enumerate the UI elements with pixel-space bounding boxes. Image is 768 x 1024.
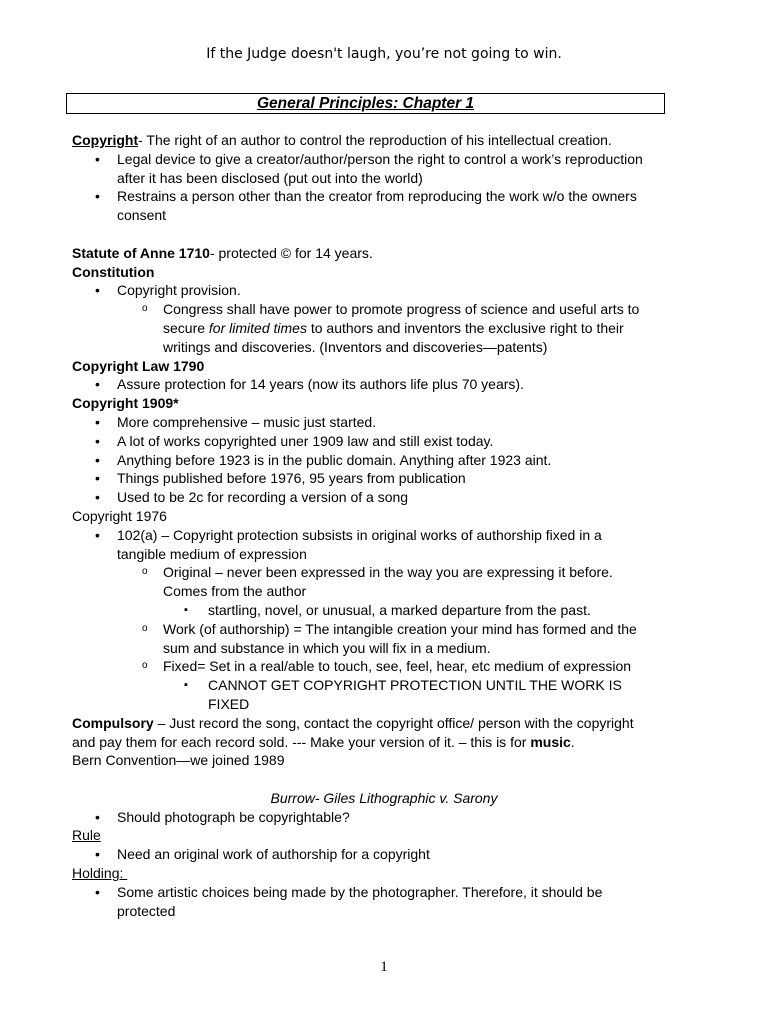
compulsory-line-1: Compulsory – Just record the song, contact the copyright office/ person with the copyright [72,714,634,731]
bern-convention: Bern Convention—we joined 1989 [72,752,285,769]
compulsory-line-2: and pay them for each record sold. --- Make your version of it. – this is for music. [72,733,575,750]
law-1790-heading: Copyright Law 1790 [72,357,205,374]
list-item: • Should photograph be copyrightable? [72,808,696,827]
constitution-heading: Constitution [72,263,155,280]
law-1909-heading: Copyright 1909* [72,395,179,412]
holding-label: Holding: [72,865,128,882]
list-item-continued: consent [117,207,167,224]
sub-list-item-continued: sum and substance in which you will fix in a medium. [163,639,491,656]
list-item: • Used to be 2c for recording a version of a song [72,488,696,507]
list-item: • Some artistic choices being made by the photographer. Therefore, it should be [72,883,696,902]
list-item-continued: after it has been disclosed (put out into the world) [117,169,423,186]
list-item: • More comprehensive – music just started. [72,413,696,432]
list-item: • A lot of works copyrighted uner 1909 law and still exist today. [72,432,696,451]
copyright-definition: Copyright- The right of an author to control the reproduction of his intellectual creation. [72,132,612,148]
notes-body [72,131,696,920]
sub-list-item-continued: secure for limited times to authors and inventors the exclusive right to their [163,319,624,336]
sub-list-item-continued: writings and discoveries. (Inventors and discoveries—patents) [163,338,548,355]
statute-of-anne: Statute of Anne 1710- protected © for 14 years. [72,244,373,261]
sub-sub-list-item: ▪ CANNOT GET COPYRIGHT PROTECTION UNTIL THE WORK IS [72,676,696,695]
list-item: • Restrains a person other than the creator from reproducing the work w/o the owners [72,187,696,206]
list-item: • Copyright provision. [72,281,696,300]
list-item: • Legal device to give a creator/author/person the right to control a work’s reproduction [72,150,696,169]
sub-list-item-continued: Comes from the author [163,583,307,600]
list-item: • Things published before 1976, 95 years from publication [72,469,696,488]
page-header: If the Judge doesn't laugh, you’re not going to win. [206,46,562,62]
sub-list-item: o Work (of authorship) = The intangible creation your mind has formed and the [72,620,696,639]
sub-list-item: o Congress shall have power to promote progress of science and useful arts to [72,300,696,319]
list-item: • Need an original work of authorship for a copyright [72,845,696,864]
list-item-continued: tangible medium of expression [117,545,307,562]
list-item: • Assure protection for 14 years (now its authors life plus 70 years). [72,375,696,394]
case-name: Burrow- Giles Lithographic v. Sarony [270,789,498,806]
rule-label: Rule [72,827,101,844]
sub-list-item: o Fixed= Set in a real/able to touch, see, feel, hear, etc medium of expression [72,657,696,676]
list-item-continued: protected [117,902,176,919]
sub-sub-list-item: ▪ startling, novel, or unusual, a marked departure from the past. [72,601,696,620]
law-1976-heading: Copyright 1976 [72,507,167,524]
page-number: 1 [380,959,388,975]
list-item: • 102(a) – Copyright protection subsists in original works of authorship fixed in a [72,526,696,545]
sub-sub-list-item-continued: FIXED [208,695,250,712]
sub-list-item: o Original – never been expressed in the way you are expressing it before. [72,563,696,582]
chapter-title: General Principles: Chapter 1 [66,93,665,114]
list-item: • Anything before 1923 is in the public domain. Anything after 1923 aint. [72,451,696,470]
